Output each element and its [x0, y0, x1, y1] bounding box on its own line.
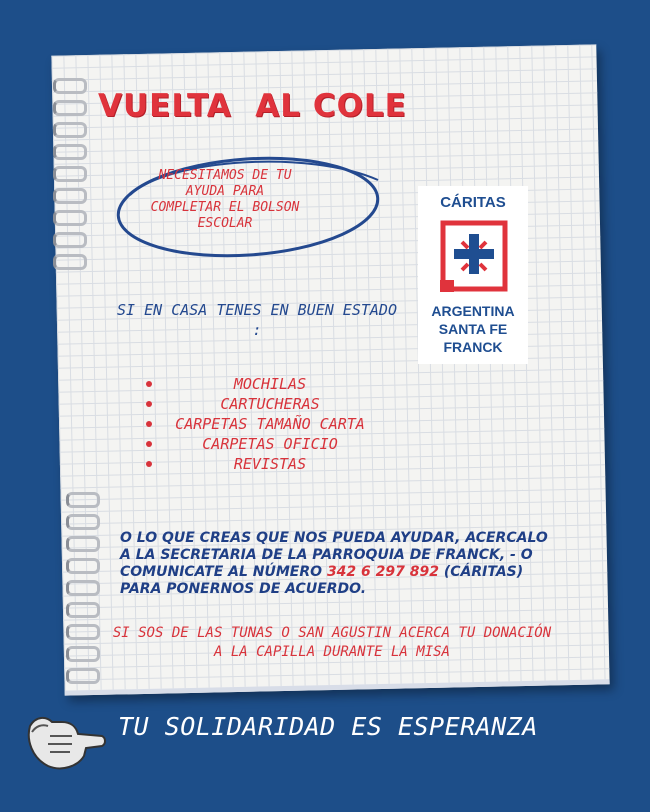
spiral-ring: [66, 514, 100, 530]
item-label: REVISTAS: [233, 455, 307, 473]
spiral-ring: [66, 646, 100, 662]
spiral-ring: [53, 122, 87, 138]
spiral-ring: [66, 536, 100, 552]
item-label: MOCHILAS: [233, 375, 307, 393]
list-item: [140, 374, 400, 394]
item-label: CARTUCHERAS: [220, 395, 320, 413]
list-item: [140, 414, 400, 434]
spiral-ring: [66, 580, 100, 596]
logo-line-franck: FRANCK: [443, 339, 503, 355]
spiral-ring: [53, 188, 87, 204]
list-item: [140, 394, 400, 414]
items-list: [140, 374, 400, 474]
spiral-ring: [53, 144, 87, 160]
spiral-ring: [53, 166, 87, 182]
tunas-notice: SI SOS DE LAS TUNAS O SAN AGUSTIN ACERCA TU DONACIÓN A LA CAPILLA DURANTE LA MISA: [112, 625, 552, 660]
intro-text: SI EN CASA TENES EN BUEN ESTADO :: [117, 301, 397, 339]
logo-top-label: CÁRITAS: [440, 194, 506, 211]
spiral-ring: [66, 668, 100, 684]
logo-line-argentina: ARGENTINA: [431, 303, 515, 319]
bullet-icon: [146, 441, 152, 447]
spiral-ring: [66, 492, 100, 508]
bullet-icon: [146, 461, 152, 467]
spiral-ring: [53, 232, 87, 248]
spiral-ring: [53, 100, 87, 116]
spiral-ring: [66, 624, 100, 640]
item-label: CARPETAS OFICIO: [202, 435, 338, 453]
bullet-icon: [146, 381, 152, 387]
spiral-ring: [66, 602, 100, 618]
bullet-icon: [146, 421, 152, 427]
spiral-ring: [53, 254, 87, 270]
pointing-hand-icon: [22, 696, 106, 778]
list-item: [140, 454, 400, 474]
spiral-ring: [66, 558, 100, 574]
logo-location: [418, 302, 528, 356]
need-help-text: NECESITAMOS DE TU AYUDA PARA COMPLETAR EL BOLSON ESCOLAR: [150, 168, 300, 231]
contact-text: O LO QUE CREAS QUE NOS PUEDA AYUDAR, ACERCALO A LA SECRETARIA DE LA PARROQUIA DE FRANCK, - O COMUNICATE AL NÚMERO: [120, 530, 548, 580]
spiral-ring: [53, 78, 87, 94]
list-item: [140, 434, 400, 454]
logo-line-santa-fe: SANTA FE: [438, 321, 508, 337]
bullet-icon: [146, 401, 152, 407]
caritas-cross-icon: [440, 220, 508, 292]
page-title: VUELTA AL COLE: [98, 88, 407, 124]
phone-number: 342 6 297 892: [326, 564, 439, 580]
item-label: CARPETAS TAMAÑO CARTA: [175, 415, 365, 433]
spiral-ring: [53, 210, 87, 226]
footer-slogan: TU SOLIDARIDAD ES ESPERANZA: [118, 712, 538, 741]
contact-suffix: (CÁRITAS) PARA PONERNOS DE ACUERDO.: [120, 564, 524, 597]
contact-paragraph: [120, 530, 550, 598]
